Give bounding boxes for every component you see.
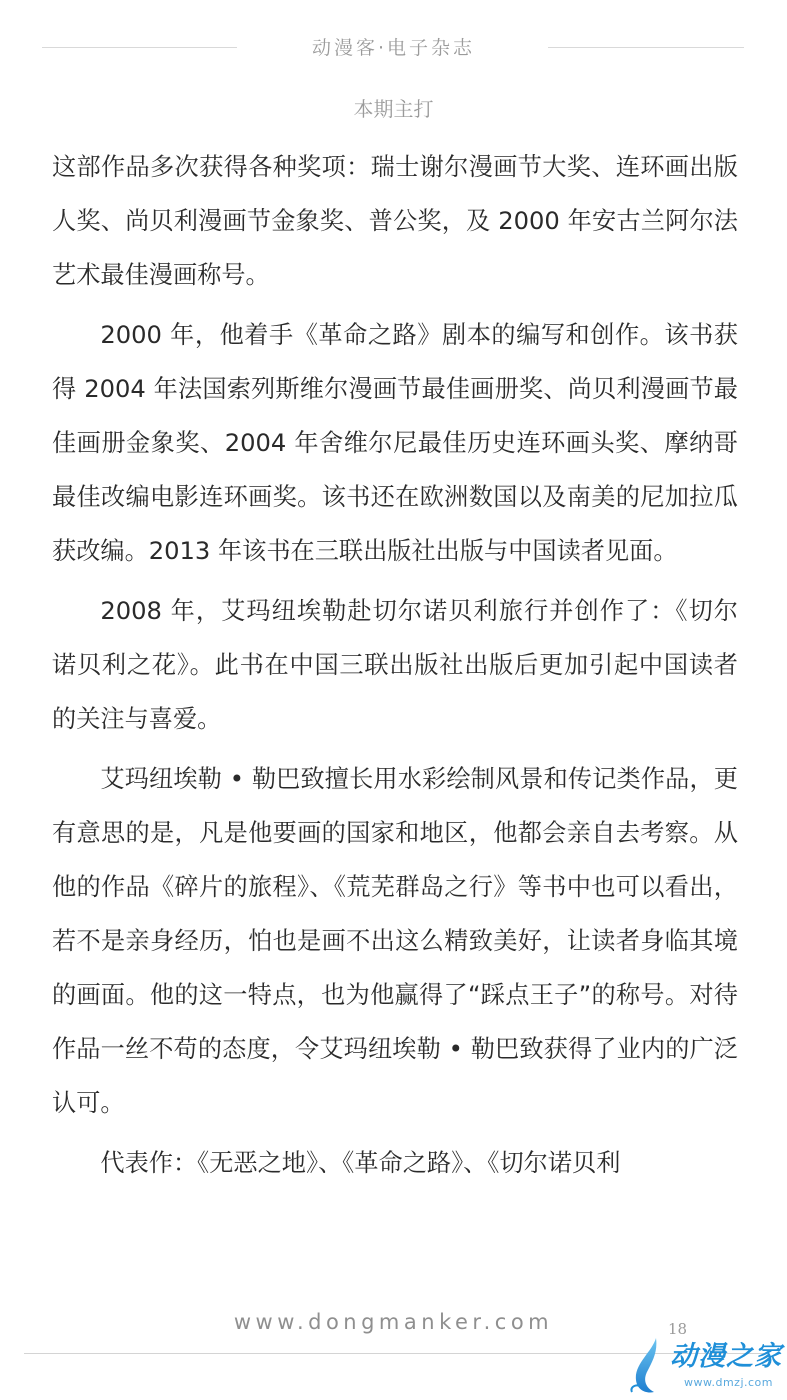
watermark-title: 动漫之家 <box>670 1341 782 1372</box>
magazine-title: 动漫客·电子杂志 <box>311 37 476 59</box>
watermark <box>626 1334 784 1396</box>
article-body <box>52 140 738 1196</box>
website-url: www.dongmanker.com <box>233 1310 554 1334</box>
article-paragraph-4: 艾玛纽埃勒 • 勒巴致擅长用水彩绘制风景和传记类作品，更有意思的是，凡是他要画的国家和地区，他都会亲自去考察。从他的作品《碎片的旅程》、《荒芜群岛之行》等书中也可以看出，若不是亲身经历，怕也是画不出这么精致美好，让读者身临其境的画面。他的这一特点，也为他赢得了“踩点王子”的称号。对待作品一丝不苟的态度，令艾玛纽埃勒 • 勒巴致获得了业内的广泛认可。 <box>52 765 738 1117</box>
article-paragraph-3: 2008 年，艾玛纽埃勒赴切尔诺贝利旅行并创作了：《切尔诺贝利之花》。此书在中国三联出版社出版后更加引起中国读者的关注与喜爱。 <box>52 597 738 733</box>
header-rule-right <box>548 47 744 48</box>
water-drop-logo-icon <box>626 1334 676 1396</box>
watermark-url: www.dmzj.com <box>684 1376 773 1389</box>
article-paragraph-1: 这部作品多次获得各种奖项：瑞士谢尔漫画节大奖、连环画出版人奖、尚贝利漫画节金象奖、普公奖，及 2000 年安古兰阿尔法艺术最佳漫画称号。 <box>52 153 738 289</box>
article-paragraph-5: 代表作：《无恶之地》、《革命之路》、《切尔诺贝利 <box>100 1149 621 1177</box>
section-title: 本期主打 <box>353 97 434 121</box>
article-paragraph-2: 2000 年，他着手《革命之路》剧本的编写和创作。该书获得 2004 年法国索列斯维尔漫画节最佳画册奖、尚贝利漫画节最佳画册金象奖、2004 年舍维尔尼最佳历史连环画头奖、摩纳哥最佳改编电影连环画奖。该书还在欧洲数国以及南美的尼加拉瓜获改编。2013 年该书在三联出版社出版与中国读者见面。 <box>52 321 738 565</box>
page-number: 18 <box>668 1320 688 1338</box>
